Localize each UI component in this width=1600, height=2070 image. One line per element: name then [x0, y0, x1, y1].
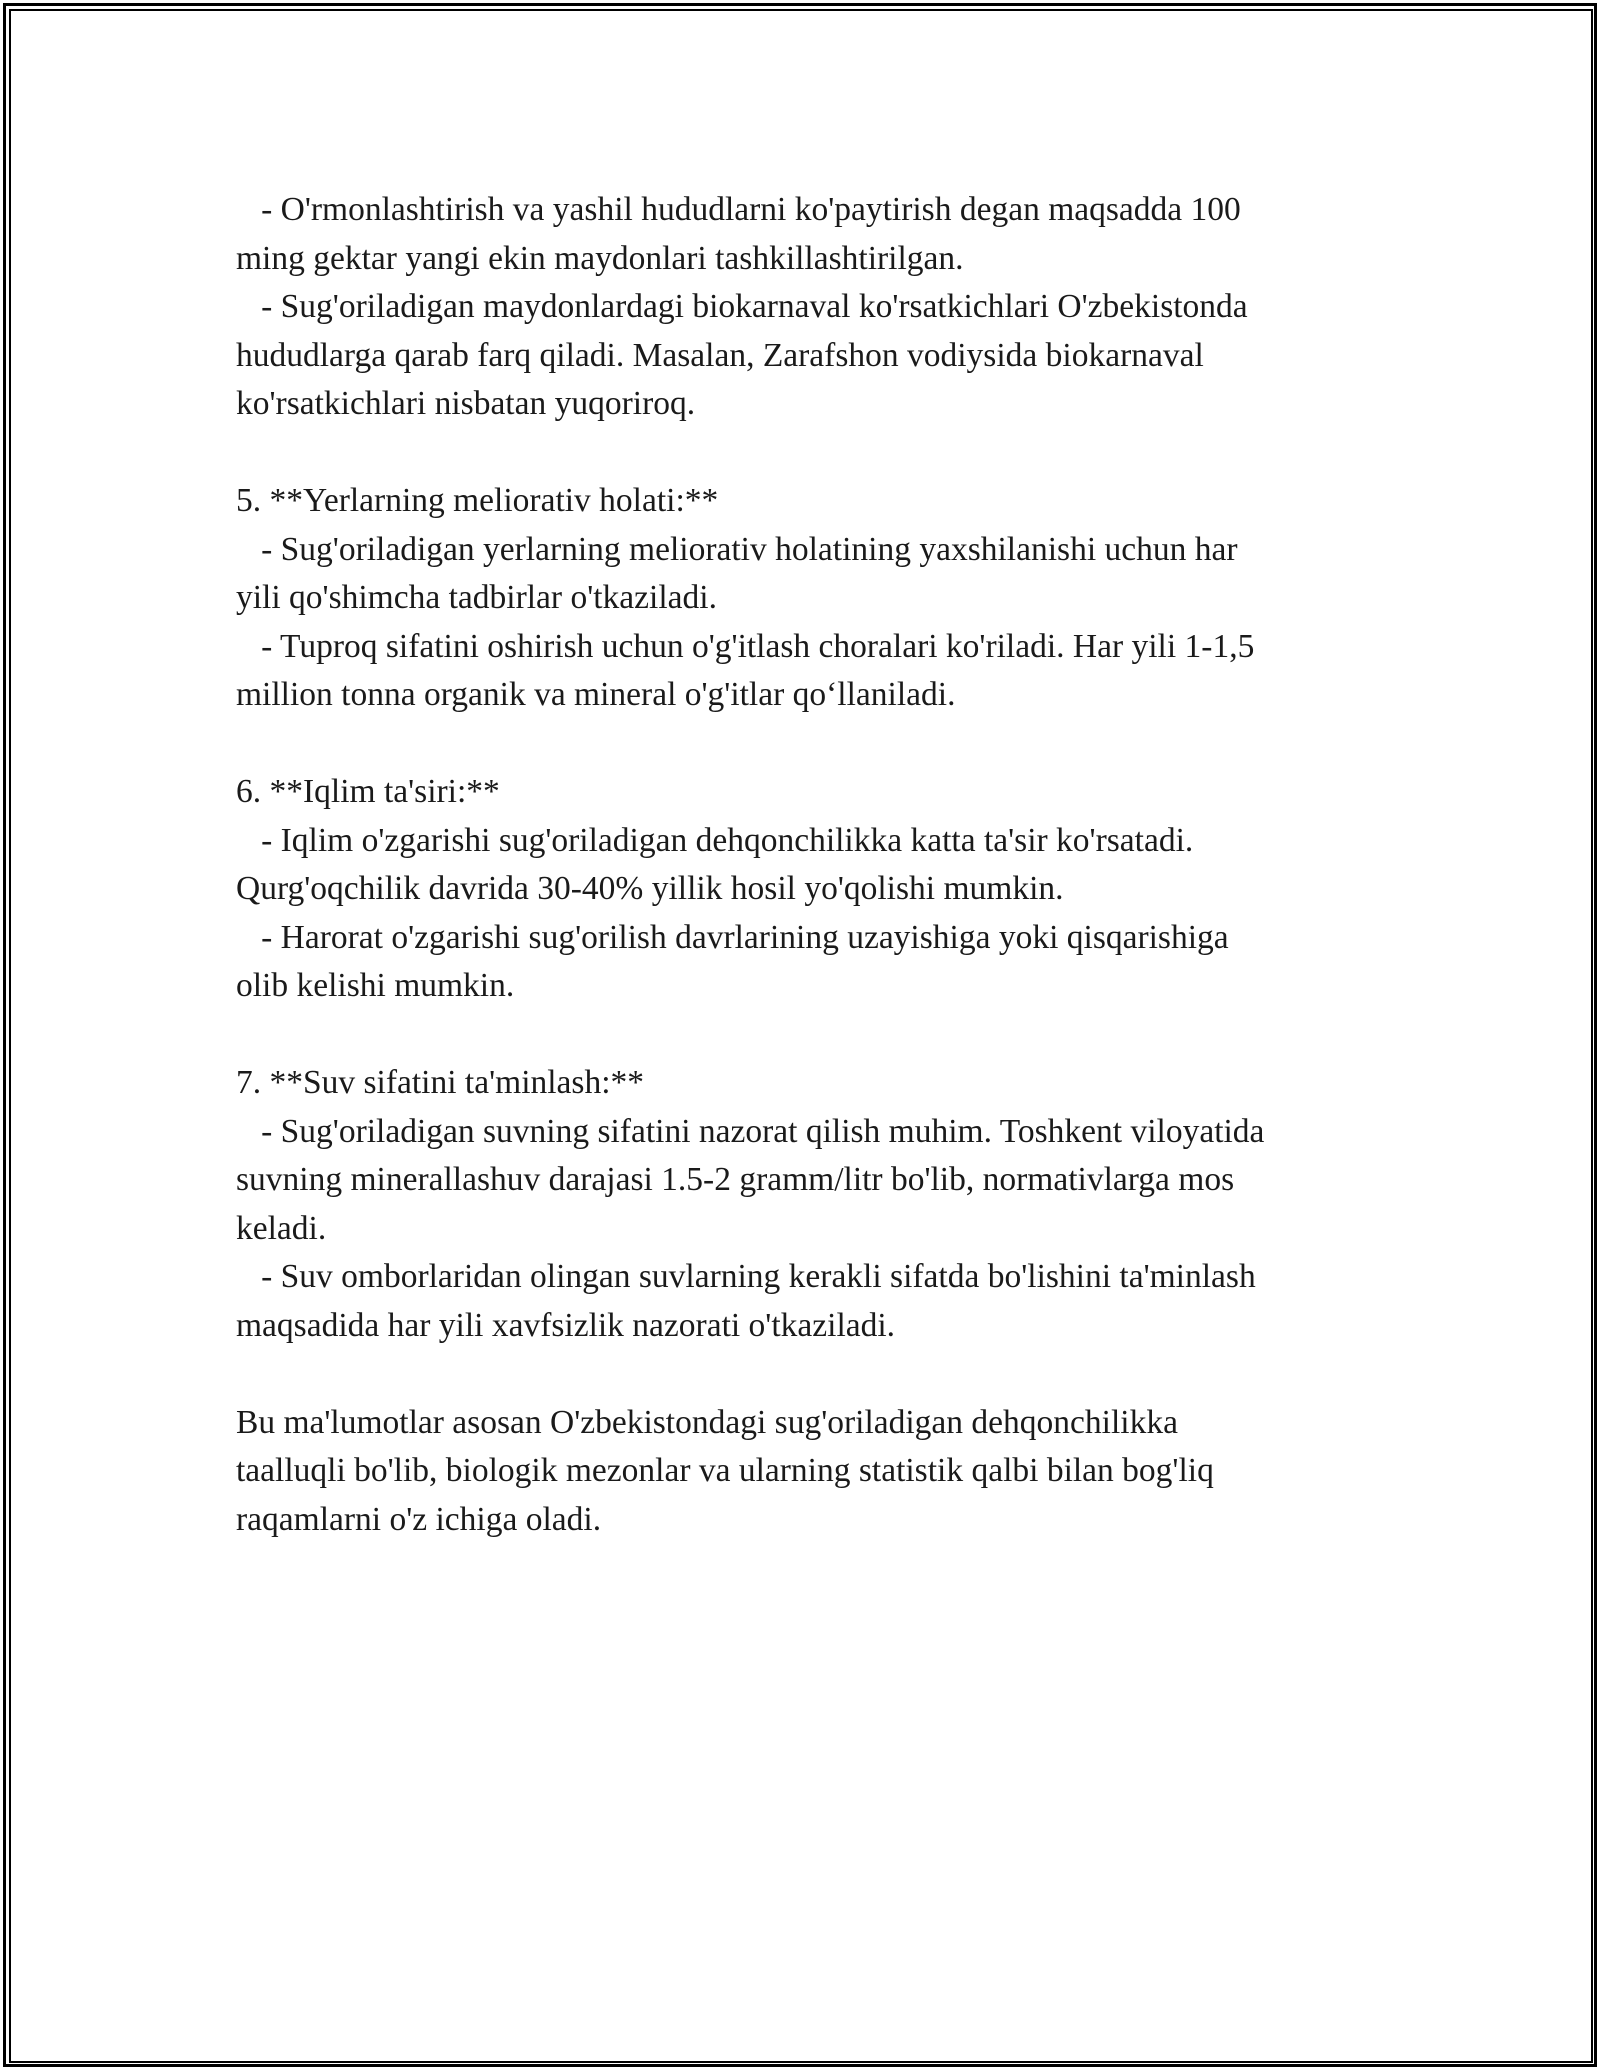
text-line: yili qo'shimcha tadbirlar o'tkaziladi.	[236, 579, 717, 616]
blank-line	[236, 720, 1386, 769]
text-line: - Sug'oriladigan maydonlardagi biokarnaval ko'rsatkichlari O'zbekistonda	[236, 288, 1248, 325]
text-line: Qurg'oqchilik davrida 30-40% yillik hosil yo'qolishi mumkin.	[236, 870, 1064, 907]
text-line: - Sug'oriladigan suvning sifatini nazorat qilish muhim. Toshkent viloyatida	[236, 1112, 1265, 1150]
text-line: - Suv omborlaridan olingan suvlarning kerakli sifatda bo'lishini ta'minlash	[236, 1258, 1256, 1295]
text-line: maqsadida har yili xavfsizlik nazorati o'tkaziladi.	[236, 1306, 896, 1344]
text-line: Bu ma'lumotlar asosan O'zbekistondagi sug'oriladigan dehqonchilikka	[236, 1403, 1178, 1441]
text-line: - O'rmonlashtirish va yashil hududlarni ko'paytirish degan maqsadda 100	[236, 191, 1241, 228]
document-body	[236, 186, 1386, 1544]
text-line: taalluqli bo'lib, biologik mezonlar va ularning statistik qalbi bilan bog'liq	[236, 1452, 1214, 1489]
text-line: suvning minerallashuv darajasi 1.5-2 gramm/litr bo'lib, normativlarga mos	[236, 1161, 1235, 1198]
section-heading: 7. **Suv sifatini ta'minlash:**	[236, 1064, 645, 1101]
text-line: keladi.	[236, 1209, 327, 1247]
text-line: raqamlarni o'z ichiga oladi.	[236, 1500, 602, 1538]
blank-line	[236, 1350, 1386, 1399]
text-line: ko'rsatkichlari nisbatan yuqoriroq.	[236, 385, 696, 422]
blank-line	[236, 1011, 1386, 1060]
text-line: - Sug'oriladigan yerlarning meliorativ holatining yaxshilanishi uchun har	[236, 530, 1238, 568]
text-line: - Tuproq sifatini oshirish uchun o'g'itlash choralari ko'riladi. Har yili 1-1,5	[236, 627, 1255, 665]
section-heading: 6. **Iqlim ta'siri:**	[236, 773, 500, 810]
section-heading: 5. **Yerlarning meliorativ holati:**	[236, 482, 719, 519]
blank-line	[236, 429, 1386, 478]
text-line: hududlarga qarab farq qiladi. Masalan, Zarafshon vodiysida biokarnaval	[236, 336, 1204, 374]
text-line: - Harorat o'zgarishi sug'orilish davrlarining uzayishiga yoki qisqarishiga	[236, 918, 1229, 956]
text-line: olib kelishi mumkin.	[236, 967, 515, 1004]
text-line: ming gektar yangi ekin maydonlari tashkillashtirilgan.	[236, 239, 964, 277]
text-line: million tonna organik va mineral o'g'itlar qo‘llaniladi.	[236, 676, 956, 713]
text-line: - Iqlim o'zgarishi sug'oriladigan dehqonchilikka katta ta'sir ko'rsatadi.	[236, 821, 1194, 859]
